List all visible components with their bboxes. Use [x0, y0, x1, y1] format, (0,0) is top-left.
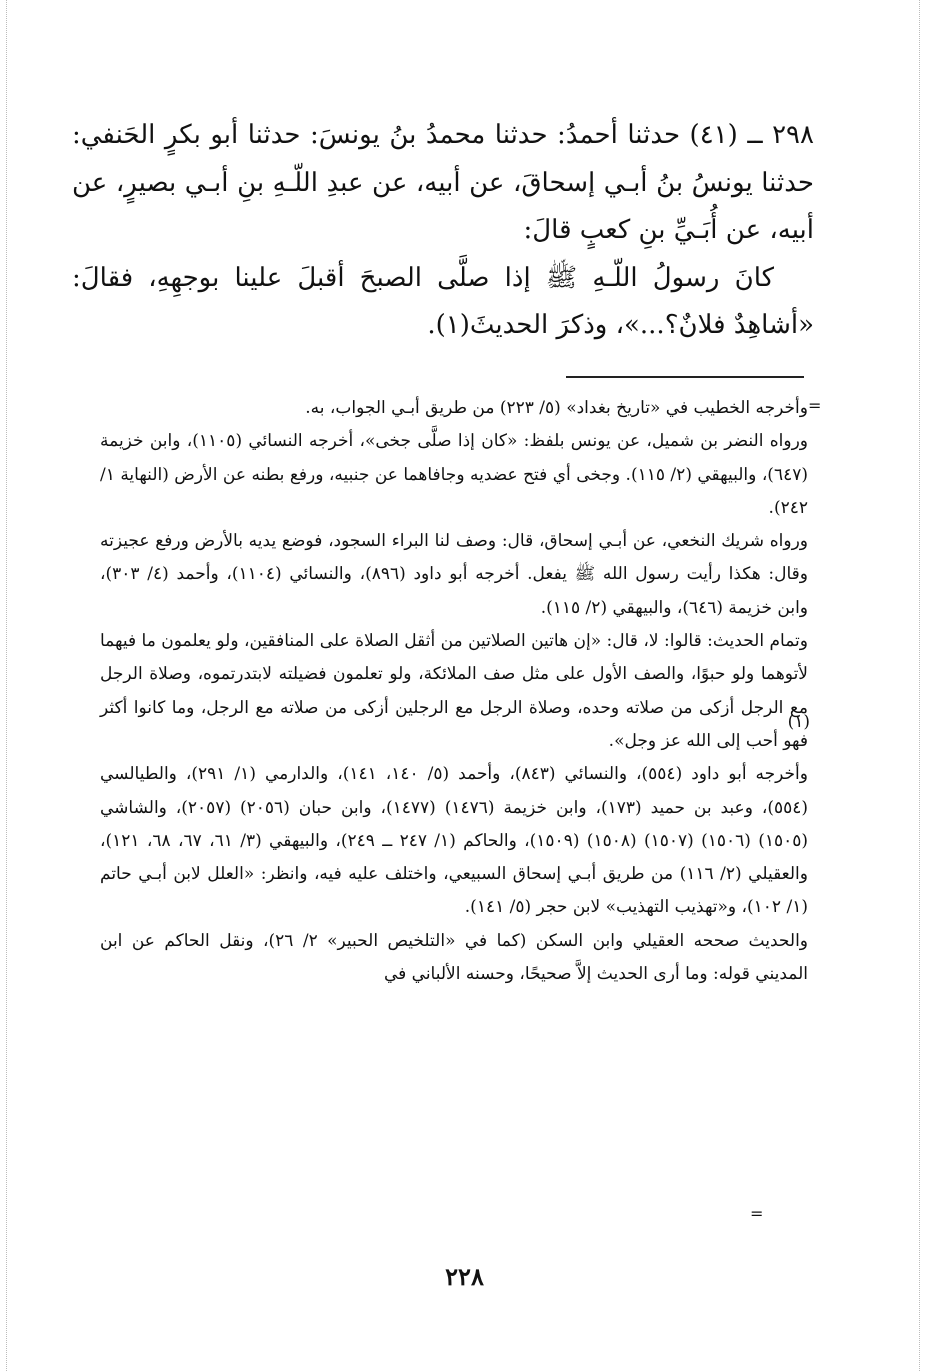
- hadith-paragraph-1: ٢٩٨ ــ (٤١) حدثنا أحمدُ: حدثنا محمدُ بنُ يونسَ: حدثنا أبو بكرٍ الحَنفي: حدثنا يونسُ بنُ أبـي إسحاقَ، عن أبيه، عن عبدِ اللّـهِ بنِ أبـي بصيرٍ، عن أبيه، عن أُبَـيِّ بنِ كعبٍ قالَ:: [72, 120, 814, 245]
- footnote-block-2: ورواه النضر بن شميل، عن يونس بلفظ: «كان إذا صلَّى جخى»، أخرجه النسائي (١١٠٥)، وابن خزيمة (٦٤٧)، والبيهقي (٢/ ١١٥). وجخى أي فتح عضديه وجافاهما عن جنبيه، ورفع بطنه عن الأرض (النهاية ١/ ٢٤٢).: [100, 431, 808, 518]
- scan-edge-left: [6, 0, 7, 1371]
- footnotes: [100, 392, 808, 991]
- footnote-block-1: وأخرجه الخطيب في «تاريخ بغداد» (٥/ ٢٢٣) من طريق أبـي الجواب، به.: [305, 398, 808, 418]
- page-number: ٢٢٨: [445, 1262, 484, 1291]
- footnote-number: (١): [787, 712, 810, 732]
- footnote-1-block-3: والحديث صححه العقيلي وابن السكن (كما في «التلخيص الحبير» ٢/ ٢٦)، ونقل الحاكم عن ابن المديني قوله: وما أرى الحديث إلاَّ صحيحًا، وحسنه الألباني في: [100, 930, 808, 985]
- footnote-block-3: ورواه شريك النخعي، عن أبـي إسحاق، قال: وصف لنا البراء السجود، فوضع يديه بالأرض ورفع عجيزته وقال: هكذا رأيت رسول الله ﷺ يفعل. أخرجه أبو داود (٨٩٦)، والنسائي (١١٠٤)، وأحمد (٤/ ٣٠٣)، وابن خزيمة (٦٤٦)، والبيهقي (٢/ ١١٥).: [100, 531, 808, 618]
- scan-edge-right: [919, 0, 920, 1371]
- hadith-paragraph-2: كانَ رسولُ اللّـهِ ﷺ إذا صلَّى الصبحَ أقبلَ علينا بوجهِهِ، فقالَ: «أشاهِدٌ فلانٌ؟...»، وذكرَ الحديثَ(١).: [72, 262, 814, 340]
- hadith-text: [72, 112, 814, 350]
- footnote-separator: [566, 376, 804, 378]
- footnote-1-block-2: وأخرجه أبو داود (٥٥٤)، والنسائي (٨٤٣)، وأحمد (٥/ ١٤٠، ١٤١)، والدارمي (١/ ٢٩١)، والطيالسي (٥٥٤)، وعبد بن حميد (١٧٣)، وابن خزيمة (١٤٧٦) (١٤٧٧)، وابن حبان (٢٠٥٦) (٢٠٥٧)، والشاشي (١٥٠٥) (١٥٠٦) (١٥٠٧) (١٥٠٨) (١٥٠٩)، والحاكم (١/ ٢٤٧ ــ ٢٤٩)، والبيهقي (٣/ ٦١، ٦٧، ٦٨، ١٢١)، والعقيلي (٢/ ١١٦) من طريق أبـي إسحاق السبيعي، واختلف عليه فيه، وانظر: «العلل لابن أبـي حاتم (١/ ١٠٢)، و«تهذيب التهذيب» لابن حجر (٥/ ١٤١).: [100, 764, 809, 918]
- footnote-1-text: وتمام الحديث: قالوا: لا، قال: «إن هاتين الصلاتين من أثقل الصلاة على المنافقين، ولو يعلمون ما فيهما لأتوهما ولو حبوًا، والصف الأول على مثل صف الملائكة، ولو تعلمون فضيلته لابتدرتموه، وصلاة الرجل مع الرجل أزكى من صلاته وحده، وصلاة الرجل مع الرجلين أزكى من صلاته مع الرجل، وما كانوا أكثر فهو أحب إلى الله عز وجل».: [100, 631, 808, 751]
- continuation-mark: =: [808, 396, 822, 415]
- continuation-mark-end: =: [750, 1204, 764, 1223]
